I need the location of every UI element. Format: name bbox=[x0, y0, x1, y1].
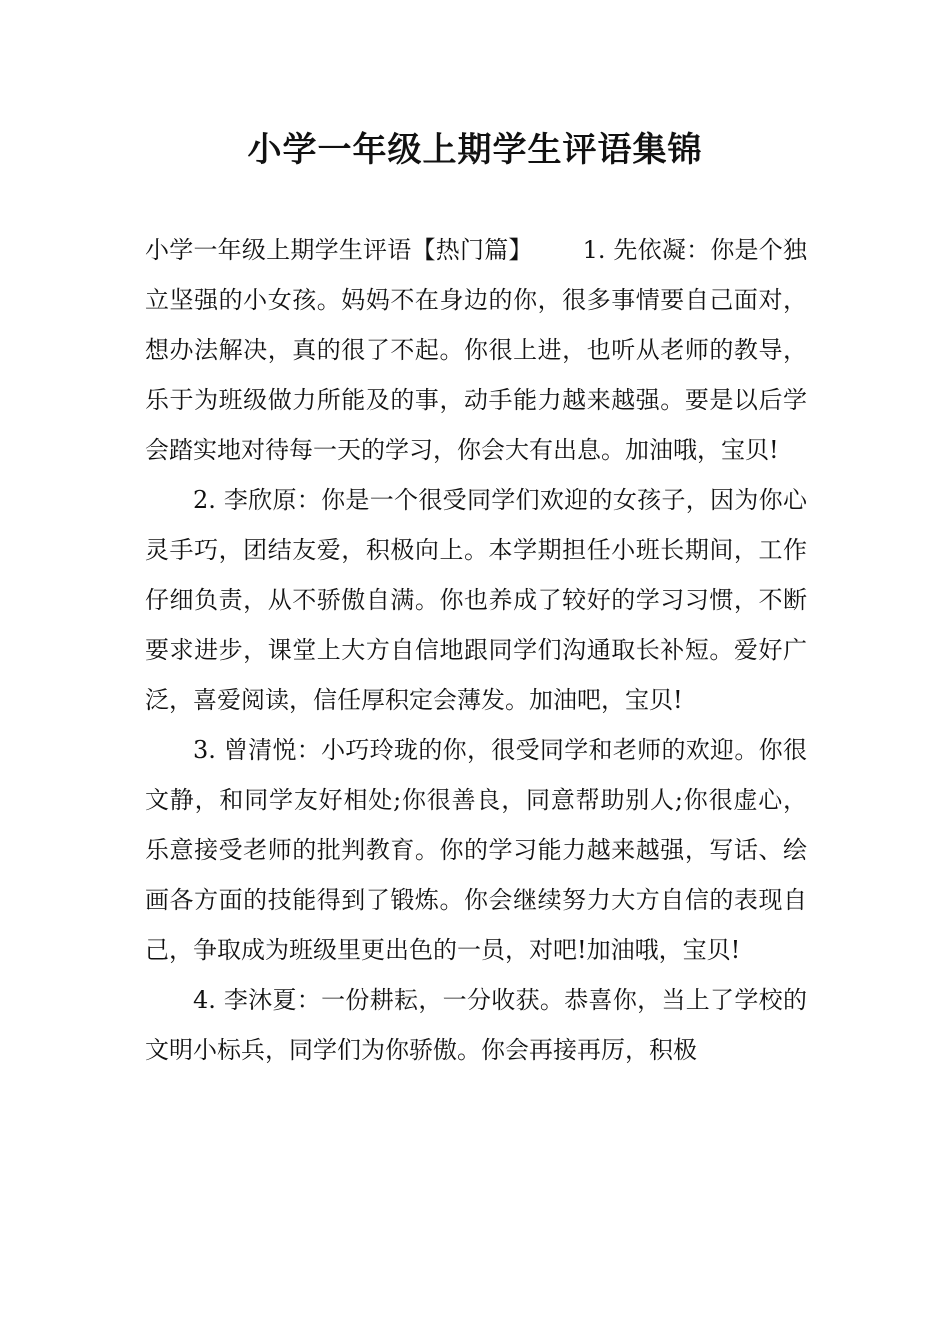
comment-1: 1. 先依凝：你是个独立坚强的小女孩。妈妈不在身边的你，很多事情要自己面对，想办法解决，真的很了不起。你很上进，也听从老师的教导，乐于为班级做力所能及的事，动手能力越来越强。要是以后学会踏实地对待每一天的学习，你会大有出息。加油哦，宝贝! bbox=[145, 236, 808, 464]
paragraph-4: 4. 李沐夏：一份耕耘，一分收获。恭喜你，当上了学校的文明小标兵，同学们为你骄傲。你会再接再厉，积极 bbox=[145, 986, 807, 1064]
paragraph-1 bbox=[145, 225, 807, 475]
paragraph-3: 3. 曾清悦：小巧玲珑的你，很受同学和老师的欢迎。你很文静，和同学友好相处;你很善良，同意帮助别人;你很虚心，乐意接受老师的批判教育。你的学习能力越来越强，写话、绘画各方面的技能得到了锻炼。你会继续努力大方自信的表现自己，争取成为班级里更出色的一员，对吧!加油哦，宝贝! bbox=[145, 736, 807, 964]
document-title: 小学一年级上期学生评语集锦 bbox=[247, 130, 703, 170]
paragraph-2: 2. 李欣原：你是一个很受同学们欢迎的女孩子，因为你心灵手巧，团结友爱，积极向上。本学期担任小班长期间，工作仔细负责，从不骄傲自满。你也养成了较好的学习习惯，不断要求进步，课堂上大方自信地跟同学们沟通取长补短。爱好广泛，喜爱阅读，信任厚积定会薄发。加油吧，宝贝! bbox=[145, 486, 807, 714]
intro-heading: 小学一年级上期学生评语【热门篇】 bbox=[145, 236, 533, 264]
document-body bbox=[145, 225, 807, 1075]
